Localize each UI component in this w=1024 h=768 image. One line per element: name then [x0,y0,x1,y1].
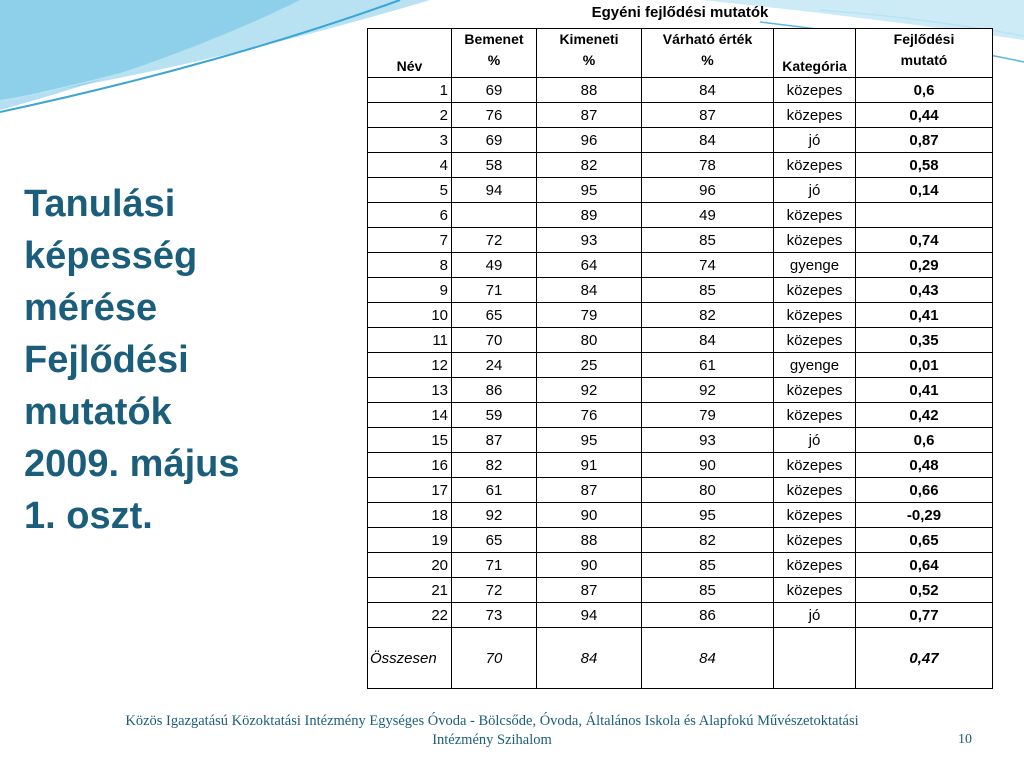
header-bemenet [452,29,537,78]
cell-kategoria: közepes [774,203,856,228]
table-row [368,228,993,253]
table-row [368,503,993,528]
header-varhato [642,29,774,78]
cell-nev: 5 [368,178,452,203]
cell-kategoria: közepes [774,453,856,478]
cell-bemenet: 61 [452,478,537,503]
cell-kategoria: közepes [774,528,856,553]
cell-kimeneti: 84 [537,628,642,689]
cell-varhato: 49 [642,203,774,228]
cell-bemenet: 76 [452,103,537,128]
cell-varhato: 79 [642,403,774,428]
cell-kimeneti: 79 [537,303,642,328]
cell-varhato: 61 [642,353,774,378]
cell-kategoria: közepes [774,578,856,603]
cell-mutato: 0,35 [856,328,993,353]
cell-kimeneti: 88 [537,528,642,553]
slide-title [24,178,354,542]
cell-varhato: 78 [642,153,774,178]
cell-kimeneti: 64 [537,253,642,278]
cell-nev: 17 [368,478,452,503]
cell-varhato: 96 [642,178,774,203]
cell-mutato: 0,41 [856,378,993,403]
cell-varhato: 93 [642,428,774,453]
cell-nev: 9 [368,278,452,303]
cell-varhato: 92 [642,378,774,403]
cell-kategoria [774,628,856,689]
cell-mutato: 0,47 [856,628,993,689]
header-fejlodesi [856,29,993,78]
cell-mutato: 0,43 [856,278,993,303]
cell-nev: 4 [368,153,452,178]
cell-bemenet [452,203,537,228]
footer-line: Intézmény Szihalom [432,732,552,748]
cell-bemenet: 82 [452,453,537,478]
cell-nev: Összesen [368,628,452,689]
cell-kimeneti: 94 [537,603,642,628]
cell-kategoria: közepes [774,78,856,103]
footer [20,712,964,750]
table-row [368,153,993,178]
cell-mutato: 0,14 [856,178,993,203]
table-row [368,553,993,578]
cell-mutato: 0,41 [856,303,993,328]
cell-varhato: 87 [642,103,774,128]
cell-mutato: 0,74 [856,228,993,253]
cell-kategoria: közepes [774,228,856,253]
table-row [368,353,993,378]
cell-varhato: 85 [642,578,774,603]
cell-kategoria: gyenge [774,253,856,278]
table-row [368,453,993,478]
title-line: 1. oszt. [24,495,153,537]
cell-kategoria: közepes [774,378,856,403]
table-row [368,178,993,203]
cell-kimeneti: 90 [537,553,642,578]
cell-kategoria: közepes [774,328,856,353]
cell-bemenet: 94 [452,178,537,203]
title-line: 2009. május [24,443,240,485]
header-kimeneti [537,29,642,78]
cell-kimeneti: 25 [537,353,642,378]
cell-kategoria: gyenge [774,353,856,378]
table-row [368,378,993,403]
cell-nev: 18 [368,503,452,528]
title-line: Tanulási [24,183,176,225]
cell-kategoria: közepes [774,478,856,503]
cell-varhato: 84 [642,628,774,689]
cell-kategoria: jó [774,128,856,153]
header-kimeneti-line1: Kimeneti [559,31,619,47]
cell-mutato: 0,44 [856,103,993,128]
page-number: 10 [958,732,972,747]
cell-mutato: 0,66 [856,478,993,503]
cell-nev: 16 [368,453,452,478]
table-row [368,478,993,503]
cell-varhato: 86 [642,603,774,628]
cell-mutato: 0,77 [856,603,993,628]
cell-kimeneti: 95 [537,428,642,453]
cell-varhato: 84 [642,128,774,153]
cell-mutato: 0,6 [856,428,993,453]
cell-nev: 3 [368,128,452,153]
cell-kimeneti: 91 [537,453,642,478]
cell-varhato: 85 [642,228,774,253]
table-row [368,253,993,278]
cell-kimeneti: 95 [537,178,642,203]
cell-varhato: 85 [642,278,774,303]
cell-kimeneti: 90 [537,503,642,528]
cell-nev: 12 [368,353,452,378]
table-row [368,328,993,353]
cell-nev: 7 [368,228,452,253]
cell-kimeneti: 87 [537,478,642,503]
cell-nev: 14 [368,403,452,428]
title-line: mérése [24,287,158,329]
cell-mutato: 0,6 [856,78,993,103]
cell-kategoria: közepes [774,153,856,178]
cell-varhato: 84 [642,78,774,103]
table-row [368,303,993,328]
header-varhato-line1: Várható érték [662,31,753,47]
cell-mutato: 0,48 [856,453,993,478]
cell-kategoria: közepes [774,553,856,578]
cell-bemenet: 59 [452,403,537,428]
cell-kategoria: közepes [774,278,856,303]
cell-kimeneti: 96 [537,128,642,153]
cell-kimeneti: 87 [537,578,642,603]
cell-kimeneti: 87 [537,103,642,128]
cell-nev: 11 [368,328,452,353]
cell-kategoria: jó [774,178,856,203]
cell-mutato: 0,29 [856,253,993,278]
cell-varhato: 95 [642,503,774,528]
table-row [368,603,993,628]
cell-bemenet: 72 [452,228,537,253]
header-kategoria: Kategória [774,29,856,78]
cell-kimeneti: 89 [537,203,642,228]
cell-bemenet: 65 [452,303,537,328]
cell-nev: 19 [368,528,452,553]
cell-bemenet: 73 [452,603,537,628]
cell-mutato: 0,58 [856,153,993,178]
footer-line: Közös Igazgatású Közoktatási Intézmény Egységes Óvoda - Bölcsőde, Óvoda, Általános Iskola és Alapfokú Művészetoktatási [125,713,859,729]
cell-varhato: 82 [642,528,774,553]
cell-varhato: 74 [642,253,774,278]
table-row [368,428,993,453]
cell-varhato: 82 [642,303,774,328]
cell-kimeneti: 92 [537,378,642,403]
cell-varhato: 84 [642,328,774,353]
cell-kimeneti: 93 [537,228,642,253]
cell-nev: 8 [368,253,452,278]
cell-bemenet: 72 [452,578,537,603]
cell-kategoria: közepes [774,403,856,428]
header-varhato-line2: % [701,52,714,68]
cell-bemenet: 86 [452,378,537,403]
cell-bemenet: 70 [452,328,537,353]
table-row [368,128,993,153]
table-row [368,203,993,228]
cell-varhato: 80 [642,478,774,503]
header-kimeneti-line2: % [582,52,596,68]
cell-bemenet: 24 [452,353,537,378]
table-row [368,403,993,428]
table-row [368,528,993,553]
cell-nev: 21 [368,578,452,603]
cell-nev: 13 [368,378,452,403]
table-row [368,103,993,128]
cell-kategoria: jó [774,428,856,453]
title-line: Fejlődési [24,339,189,381]
cell-bemenet: 92 [452,503,537,528]
cell-kategoria: közepes [774,303,856,328]
cell-bemenet: 49 [452,253,537,278]
cell-mutato: 0,65 [856,528,993,553]
cell-kimeneti: 80 [537,328,642,353]
cell-nev: 10 [368,303,452,328]
cell-kategoria: közepes [774,503,856,528]
header-fejlodesi-line2: mutató [900,52,948,68]
title-line: mutatók [24,391,172,433]
cell-kimeneti: 82 [537,153,642,178]
table-caption: Egyéni fejlődési mutatók [591,4,769,21]
cell-bemenet: 70 [452,628,537,689]
cell-bemenet: 87 [452,428,537,453]
header-nev: Név [368,29,452,78]
cell-varhato: 85 [642,553,774,578]
table-header-row [368,29,993,78]
cell-kimeneti: 88 [537,78,642,103]
cell-bemenet: 71 [452,553,537,578]
cell-bemenet: 65 [452,528,537,553]
development-table [367,28,993,689]
cell-nev: 22 [368,603,452,628]
cell-bemenet: 69 [452,78,537,103]
cell-bemenet: 71 [452,278,537,303]
cell-mutato: 0,01 [856,353,993,378]
table-total-row [368,628,993,689]
title-line: képesség [24,235,198,277]
cell-kategoria: jó [774,603,856,628]
cell-nev: 2 [368,103,452,128]
cell-kategoria: közepes [774,103,856,128]
cell-nev: 1 [368,78,452,103]
table-row [368,78,993,103]
cell-mutato: -0,29 [856,503,993,528]
cell-nev: 15 [368,428,452,453]
cell-mutato [856,203,993,228]
table-row [368,278,993,303]
cell-kimeneti: 76 [537,403,642,428]
cell-nev: 6 [368,203,452,228]
header-fejlodesi-line1: Fejlődési [893,31,955,47]
cell-mutato: 0,87 [856,128,993,153]
table-row [368,578,993,603]
cell-bemenet: 58 [452,153,537,178]
header-bemenet-line2: % [487,52,501,68]
cell-varhato: 90 [642,453,774,478]
cell-mutato: 0,64 [856,553,993,578]
cell-kimeneti: 84 [537,278,642,303]
header-bemenet-line1: Bemenet [464,31,524,47]
cell-bemenet: 69 [452,128,537,153]
cell-mutato: 0,52 [856,578,993,603]
cell-mutato: 0,42 [856,403,993,428]
cell-nev: 20 [368,553,452,578]
